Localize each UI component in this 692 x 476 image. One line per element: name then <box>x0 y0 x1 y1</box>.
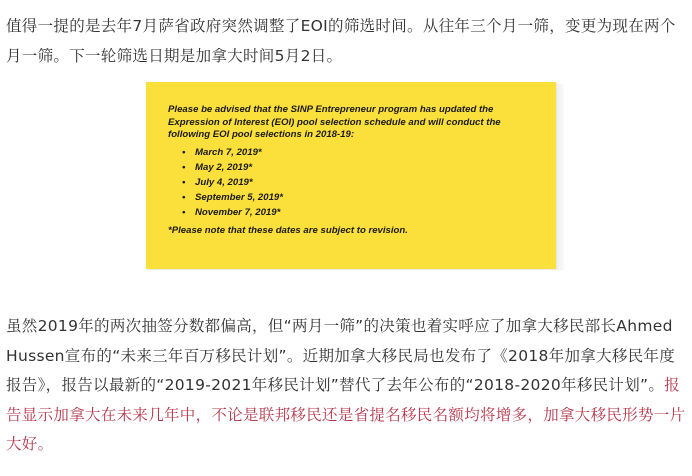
sinp-notice-image <box>146 82 556 269</box>
selection-date-item: • March 7, 2019* <box>180 145 540 160</box>
immigration-plan-paragraph <box>6 312 690 460</box>
selection-date-item: • November 7, 2019* <box>180 205 540 220</box>
selection-date-item: • September 5, 2019* <box>180 190 540 205</box>
intro-paragraph: 值得一提的是去年7月萨省政府突然调整了EOI的筛选时间。从往年三个月一筛，变更为现在两个月一筛。下一轮筛选日期是加拿大时间5月2日。 <box>6 17 676 65</box>
paragraph-text: 虽然2019年的两次抽签分数都偏高，但“两月一筛”的决策也着实呼应了加拿大移民部长Ahmed Hussen宣布的“未来三年百万移民计划”。近期加拿大移民局也发布了《2018年加拿大移民年度报告》，报告以最新的“2019-2021年移民计划”替代了去年公布的“2018-2020年移民计划”。 <box>6 317 676 394</box>
notice-content <box>168 104 540 237</box>
notice-image-shadow <box>556 84 564 270</box>
highlighted-conclusion: 报告显示加拿大在未来几年中，不论是联邦移民还是省提名移民名额均将增多，加拿大移民形势一片大好。 <box>6 376 686 453</box>
notice-intro: Please be advised that the SINP Entrepreneur program has updated the Expression of Interest (EOI) pool selection schedule and will conduct the following EOI pool selections in 2018-19: <box>168 104 501 140</box>
selection-date-item: • May 2, 2019* <box>180 160 540 175</box>
selection-date-list <box>168 145 540 220</box>
selection-date-item: • July 4, 2019* <box>180 175 540 190</box>
revision-note: *Please note that these dates are subject to revision. <box>168 224 408 236</box>
